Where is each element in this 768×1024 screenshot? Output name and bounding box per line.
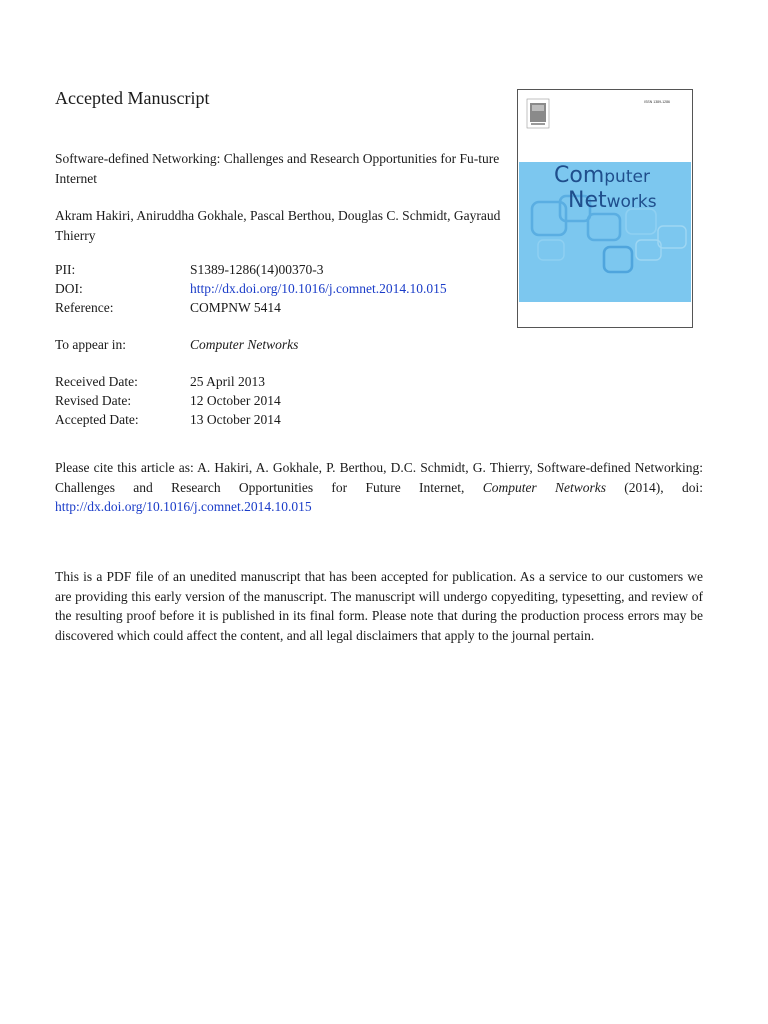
appear-in-value: Computer Networks bbox=[190, 337, 299, 352]
reference-value: COMPNW 5414 bbox=[190, 300, 281, 315]
article-title: Software-defined Networking: Challenges and Research Opportunities for Fu-ture Internet bbox=[55, 151, 500, 186]
citation-text: Please cite this article as: A. Hakiri, A. Gokhale, P. Berthou, D.C. Schmidt, G. Thierry, Software-defined Networking: Challenges and Research Opportunities for Future Internet, bbox=[55, 460, 703, 495]
cover-title-line2: Networks bbox=[568, 188, 657, 213]
journal-cover-art bbox=[518, 90, 692, 327]
citation-doi-prefix: (2014), doi: bbox=[606, 479, 703, 495]
page-heading: Accepted Manuscript bbox=[55, 88, 210, 108]
received-date-label: Received Date: bbox=[55, 374, 138, 389]
pii-value: S1389-1286(14)00370-3 bbox=[190, 262, 324, 277]
citation-journal: Computer Networks bbox=[482, 479, 606, 495]
cover-title-line1: Computer bbox=[554, 163, 650, 188]
appear-in-label: To appear in: bbox=[55, 337, 127, 352]
accepted-date-label: Accepted Date: bbox=[55, 412, 139, 427]
doi-label: DOI: bbox=[55, 281, 83, 296]
pii-label: PII: bbox=[55, 262, 76, 277]
revised-date-value: 12 October 2014 bbox=[190, 393, 281, 408]
cover-issn: ISSN 1389-1286 bbox=[644, 100, 670, 104]
citation-paragraph bbox=[55, 458, 703, 517]
revised-date-label: Revised Date: bbox=[55, 393, 132, 408]
journal-cover bbox=[517, 89, 693, 328]
citation-doi-link[interactable]: http://dx.doi.org/10.1016/j.comnet.2014.10.015 bbox=[55, 499, 312, 514]
doi-link[interactable]: http://dx.doi.org/10.1016/j.comnet.2014.10.015 bbox=[190, 281, 447, 296]
article-authors: Akram Hakiri, Aniruddha Gokhale, Pascal Berthou, Douglas C. Schmidt, Gayraud Thierry bbox=[55, 208, 501, 243]
accepted-date-value: 13 October 2014 bbox=[190, 412, 281, 427]
manuscript-notice: This is a PDF file of an unedited manuscript that has been accepted for publication. As a service to our customers we are providing this early version of the manuscript. The manuscript will undergo copyediting, typesetting, and review of the resulting proof before it is published in its final form. Please note that during the production process errors may be discovered which could affect the content, and all legal disclaimers that apply to the journal pertain. bbox=[55, 569, 703, 643]
reference-label: Reference: bbox=[55, 300, 114, 315]
received-date-value: 25 April 2013 bbox=[190, 374, 266, 389]
